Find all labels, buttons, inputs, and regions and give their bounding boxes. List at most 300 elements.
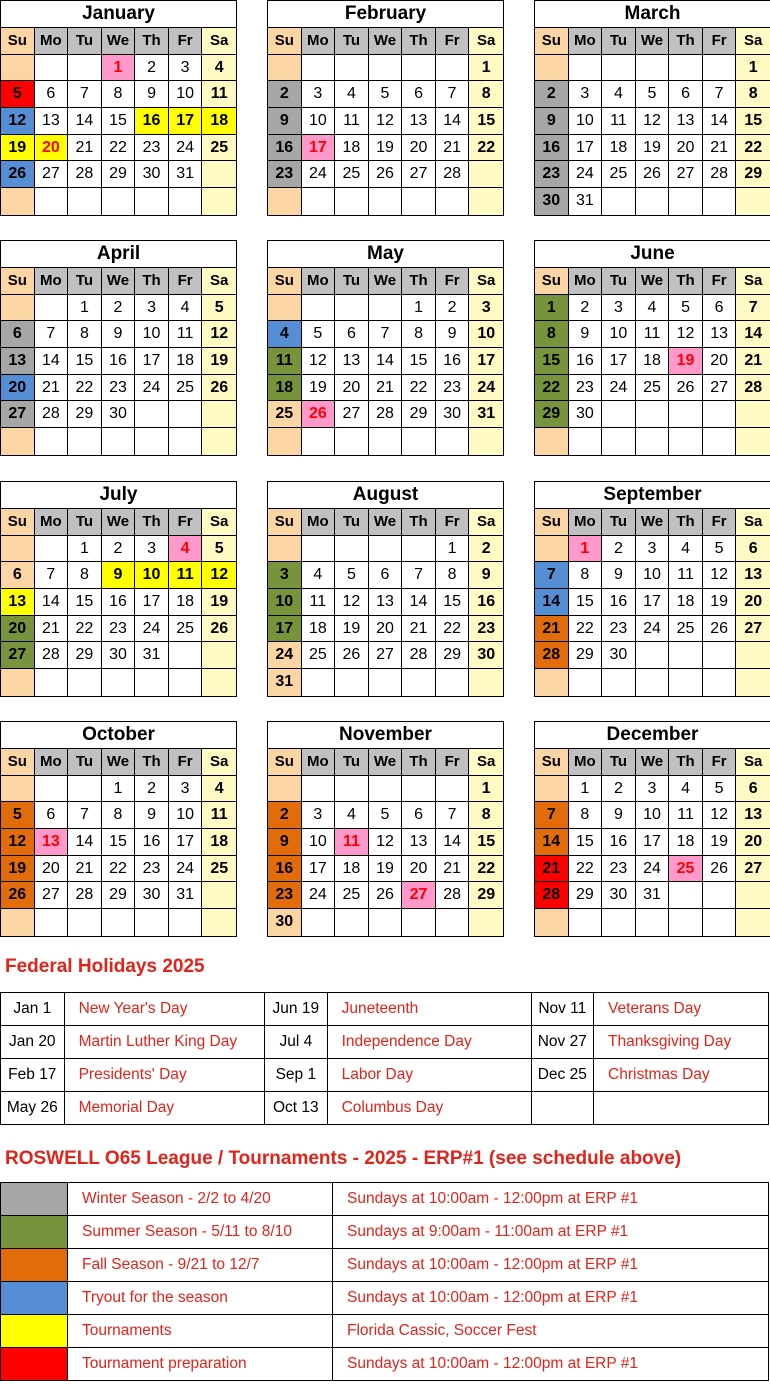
day-cell — [68, 669, 102, 696]
day-cell: 28 — [402, 642, 436, 669]
day-cell: 8 — [569, 562, 603, 589]
day-cell — [402, 188, 436, 215]
day-cell: 31 — [268, 669, 302, 696]
day-cell: 20 — [703, 348, 737, 375]
day-cell — [268, 428, 302, 455]
day-cell: 4 — [169, 295, 203, 322]
day-cell — [436, 55, 470, 82]
league-label: Winter Season - 2/2 to 4/20 — [68, 1183, 333, 1216]
day-cell: 13 — [736, 562, 770, 589]
weekday-header: Th — [402, 268, 436, 295]
league-label: Tournament preparation — [68, 1348, 333, 1381]
league-label: Fall Season - 9/21 to 12/7 — [68, 1249, 333, 1282]
day-cell: 3 — [302, 81, 336, 108]
day-cell: 1 — [535, 295, 569, 322]
day-cell — [636, 909, 670, 936]
league-detail: Sundays at 10:00am - 12:00pm at ERP #1 — [333, 1249, 769, 1282]
day-cell: 1 — [68, 295, 102, 322]
day-cell: 9 — [436, 321, 470, 348]
day-cell: 10 — [135, 321, 169, 348]
day-cell — [369, 428, 403, 455]
day-cell: 14 — [402, 589, 436, 616]
day-cell: 27 — [35, 882, 69, 909]
day-cell: 14 — [35, 348, 69, 375]
day-cell: 13 — [1, 589, 35, 616]
day-cell: 1 — [569, 776, 603, 803]
day-cell: 8 — [469, 802, 503, 829]
day-cell: 22 — [469, 135, 503, 162]
day-cell: 15 — [68, 589, 102, 616]
day-cell: 21 — [402, 616, 436, 643]
day-cell: 7 — [535, 562, 569, 589]
day-cell: 17 — [469, 348, 503, 375]
day-cell: 19 — [302, 375, 336, 402]
day-cell — [535, 776, 569, 803]
weekday-header: Su — [268, 509, 302, 536]
weekday-header: Sa — [469, 509, 503, 536]
day-cell: 29 — [569, 642, 603, 669]
day-cell: 10 — [636, 562, 670, 589]
day-cell — [135, 401, 169, 428]
day-cell — [369, 776, 403, 803]
day-cell: 30 — [602, 642, 636, 669]
day-cell: 1 — [68, 536, 102, 563]
day-cell: 3 — [135, 536, 169, 563]
day-cell: 14 — [68, 108, 102, 135]
day-cell: 4 — [202, 776, 236, 803]
weekday-header: We — [636, 749, 670, 776]
day-cell — [202, 669, 236, 696]
month-title: June — [535, 241, 770, 268]
month-title: September — [535, 482, 770, 509]
day-cell: 25 — [669, 616, 703, 643]
day-cell: 15 — [102, 829, 136, 856]
day-cell — [535, 669, 569, 696]
day-cell — [602, 428, 636, 455]
weekday-header: Su — [1, 509, 35, 536]
day-cell — [135, 428, 169, 455]
day-cell: 26 — [302, 401, 336, 428]
day-cell: 5 — [369, 81, 403, 108]
weekday-header: We — [369, 509, 403, 536]
day-cell: 13 — [35, 108, 69, 135]
day-cell: 26 — [369, 161, 403, 188]
day-cell: 28 — [35, 642, 69, 669]
day-cell: 28 — [35, 401, 69, 428]
day-cell — [302, 428, 336, 455]
month-title: November — [268, 722, 503, 749]
day-cell: 21 — [436, 135, 470, 162]
day-cell: 9 — [102, 321, 136, 348]
day-cell: 6 — [736, 536, 770, 563]
day-cell: 22 — [535, 375, 569, 402]
league-label: Tournaments — [68, 1315, 333, 1348]
day-cell: 18 — [335, 135, 369, 162]
day-cell: 15 — [569, 829, 603, 856]
day-cell: 7 — [68, 802, 102, 829]
day-cell: 30 — [436, 401, 470, 428]
weekday-header: Fr — [436, 268, 470, 295]
weekday-header: Fr — [169, 268, 203, 295]
day-cell: 18 — [169, 589, 203, 616]
day-cell: 20 — [402, 856, 436, 883]
day-cell: 20 — [402, 135, 436, 162]
day-cell: 8 — [68, 562, 102, 589]
day-cell: 4 — [302, 562, 336, 589]
day-cell — [402, 669, 436, 696]
day-cell: 27 — [669, 161, 703, 188]
day-cell — [569, 428, 603, 455]
weekday-header: Tu — [335, 268, 369, 295]
day-cell: 10 — [302, 108, 336, 135]
day-cell: 27 — [703, 375, 737, 402]
day-cell — [669, 909, 703, 936]
day-cell: 21 — [703, 135, 737, 162]
weekday-header: Fr — [436, 28, 470, 55]
day-cell: 22 — [102, 856, 136, 883]
day-cell — [135, 188, 169, 215]
day-cell: 4 — [202, 55, 236, 82]
day-cell — [302, 909, 336, 936]
day-cell: 21 — [535, 616, 569, 643]
day-cell: 10 — [636, 802, 670, 829]
weekday-header: Fr — [703, 28, 737, 55]
day-cell: 17 — [135, 589, 169, 616]
holiday-date: Jun 19 — [265, 993, 328, 1026]
day-cell: 27 — [35, 161, 69, 188]
day-cell: 11 — [669, 562, 703, 589]
weekday-header: Su — [268, 268, 302, 295]
day-cell: 4 — [636, 295, 670, 322]
day-cell — [68, 428, 102, 455]
weekday-header: Th — [135, 28, 169, 55]
day-cell: 7 — [436, 802, 470, 829]
day-cell — [636, 428, 670, 455]
league-label: Summer Season - 5/11 to 8/10 — [68, 1216, 333, 1249]
day-cell — [369, 55, 403, 82]
holiday-name: New Year's Day — [64, 993, 265, 1026]
weekday-header: Th — [669, 268, 703, 295]
day-cell: 13 — [1, 348, 35, 375]
day-cell: 9 — [268, 108, 302, 135]
day-cell: 31 — [569, 188, 603, 215]
weekday-header: Mo — [35, 749, 69, 776]
day-cell: 10 — [268, 589, 302, 616]
day-cell — [135, 909, 169, 936]
weekday-header: Tu — [602, 268, 636, 295]
day-cell — [335, 776, 369, 803]
day-cell: 29 — [68, 401, 102, 428]
weekday-header: Tu — [602, 509, 636, 536]
day-cell: 23 — [436, 375, 470, 402]
month-september — [534, 481, 770, 697]
day-cell: 2 — [268, 81, 302, 108]
day-cell — [35, 536, 69, 563]
holiday-name: Independence Day — [327, 1026, 531, 1059]
day-cell: 17 — [135, 348, 169, 375]
league-detail: Sundays at 10:00am - 12:00pm at ERP #1 — [333, 1348, 769, 1381]
day-cell: 28 — [68, 882, 102, 909]
day-cell — [669, 55, 703, 82]
day-cell: 9 — [102, 562, 136, 589]
day-cell: 27 — [369, 642, 403, 669]
day-cell — [669, 401, 703, 428]
day-cell — [703, 55, 737, 82]
weekday-header: Th — [669, 509, 703, 536]
day-cell: 28 — [535, 642, 569, 669]
day-cell: 2 — [102, 295, 136, 322]
league-detail: Sundays at 10:00am - 12:00pm at ERP #1 — [333, 1183, 769, 1216]
day-cell: 30 — [602, 882, 636, 909]
day-cell: 26 — [703, 616, 737, 643]
day-cell: 13 — [369, 589, 403, 616]
day-cell: 4 — [169, 536, 203, 563]
day-cell — [636, 642, 670, 669]
day-cell — [268, 295, 302, 322]
day-cell — [68, 55, 102, 82]
day-cell — [736, 428, 770, 455]
day-cell — [1, 188, 35, 215]
day-cell: 27 — [736, 616, 770, 643]
day-cell: 20 — [35, 856, 69, 883]
day-cell — [569, 669, 603, 696]
day-cell: 23 — [135, 856, 169, 883]
day-cell: 3 — [469, 295, 503, 322]
day-cell: 25 — [302, 642, 336, 669]
day-cell: 5 — [636, 81, 670, 108]
day-cell: 10 — [469, 321, 503, 348]
day-cell: 7 — [736, 295, 770, 322]
day-cell: 25 — [636, 375, 670, 402]
day-cell: 29 — [102, 882, 136, 909]
day-cell: 10 — [169, 802, 203, 829]
weekday-header: Fr — [436, 749, 470, 776]
weekday-header: We — [369, 268, 403, 295]
month-may — [267, 240, 504, 456]
day-cell: 2 — [602, 536, 636, 563]
weekday-header: Sa — [736, 28, 770, 55]
month-march — [534, 0, 770, 216]
day-cell — [35, 669, 69, 696]
day-cell: 9 — [535, 108, 569, 135]
weekday-header: Sa — [736, 509, 770, 536]
weekday-header: Th — [402, 749, 436, 776]
month-title: January — [1, 1, 236, 28]
month-title: August — [268, 482, 503, 509]
day-cell: 16 — [135, 108, 169, 135]
day-cell: 12 — [202, 562, 236, 589]
day-cell: 28 — [436, 161, 470, 188]
day-cell — [202, 188, 236, 215]
day-cell: 31 — [636, 882, 670, 909]
day-cell: 9 — [268, 829, 302, 856]
day-cell: 12 — [302, 348, 336, 375]
day-cell: 9 — [602, 562, 636, 589]
day-cell: 3 — [636, 536, 670, 563]
day-cell — [369, 669, 403, 696]
day-cell — [169, 642, 203, 669]
weekday-header: Fr — [169, 509, 203, 536]
holiday-name — [594, 1092, 769, 1125]
weekday-header: Mo — [35, 28, 69, 55]
day-cell — [469, 669, 503, 696]
day-cell: 13 — [402, 108, 436, 135]
day-cell: 26 — [1, 161, 35, 188]
day-cell: 27 — [402, 882, 436, 909]
day-cell: 23 — [268, 161, 302, 188]
day-cell: 20 — [35, 135, 69, 162]
day-cell — [169, 401, 203, 428]
day-cell — [436, 776, 470, 803]
day-cell: 19 — [1, 135, 35, 162]
day-cell — [268, 776, 302, 803]
day-cell — [302, 55, 336, 82]
day-cell: 6 — [402, 802, 436, 829]
weekday-header: Mo — [302, 28, 336, 55]
league-label: Tryout for the season — [68, 1282, 333, 1315]
day-cell: 18 — [268, 375, 302, 402]
day-cell: 14 — [703, 108, 737, 135]
day-cell: 31 — [135, 642, 169, 669]
day-cell: 7 — [436, 81, 470, 108]
day-cell: 6 — [669, 81, 703, 108]
day-cell — [602, 669, 636, 696]
day-cell: 12 — [1, 829, 35, 856]
day-cell: 24 — [302, 161, 336, 188]
day-cell: 23 — [469, 616, 503, 643]
day-cell — [535, 909, 569, 936]
day-cell: 2 — [535, 81, 569, 108]
month-title: October — [1, 722, 236, 749]
month-april — [0, 240, 237, 456]
day-cell: 18 — [602, 135, 636, 162]
day-cell — [703, 642, 737, 669]
day-cell: 19 — [202, 348, 236, 375]
day-cell: 3 — [302, 802, 336, 829]
day-cell: 22 — [68, 616, 102, 643]
month-title: February — [268, 1, 503, 28]
weekday-header: We — [102, 749, 136, 776]
day-cell: 5 — [669, 295, 703, 322]
day-cell: 15 — [736, 108, 770, 135]
weekday-header: We — [369, 749, 403, 776]
day-cell: 25 — [202, 135, 236, 162]
day-cell: 8 — [736, 81, 770, 108]
day-cell: 17 — [636, 589, 670, 616]
weekday-header: Th — [135, 749, 169, 776]
day-cell: 30 — [569, 401, 603, 428]
holidays-table — [0, 992, 769, 1125]
weekday-header: Sa — [202, 749, 236, 776]
day-cell: 25 — [202, 856, 236, 883]
day-cell: 26 — [202, 375, 236, 402]
day-cell: 14 — [68, 829, 102, 856]
day-cell — [202, 642, 236, 669]
day-cell: 9 — [469, 562, 503, 589]
day-cell — [703, 669, 737, 696]
weekday-header: Fr — [703, 749, 737, 776]
holiday-name: Juneteenth — [327, 993, 531, 1026]
weekday-header: Mo — [35, 509, 69, 536]
day-cell — [302, 536, 336, 563]
day-cell: 25 — [602, 161, 636, 188]
day-cell — [436, 909, 470, 936]
day-cell — [202, 401, 236, 428]
weekday-header: We — [636, 509, 670, 536]
day-cell: 4 — [335, 802, 369, 829]
weekday-header: Su — [268, 28, 302, 55]
day-cell — [35, 776, 69, 803]
day-cell: 23 — [535, 161, 569, 188]
weekday-header: Sa — [469, 749, 503, 776]
day-cell — [35, 428, 69, 455]
day-cell — [436, 188, 470, 215]
day-cell — [169, 188, 203, 215]
day-cell — [736, 401, 770, 428]
day-cell: 8 — [436, 562, 470, 589]
month-february — [267, 0, 504, 216]
day-cell: 9 — [135, 802, 169, 829]
weekday-header: Tu — [335, 28, 369, 55]
day-cell: 9 — [569, 321, 603, 348]
day-cell: 14 — [436, 829, 470, 856]
holiday-name: Labor Day — [327, 1059, 531, 1092]
day-cell — [169, 428, 203, 455]
day-cell: 27 — [402, 161, 436, 188]
day-cell: 16 — [102, 589, 136, 616]
day-cell: 26 — [636, 161, 670, 188]
day-cell: 19 — [202, 589, 236, 616]
day-cell — [135, 669, 169, 696]
weekday-header: Su — [535, 509, 569, 536]
weekday-header: Su — [268, 749, 302, 776]
day-cell: 17 — [602, 348, 636, 375]
day-cell: 28 — [369, 401, 403, 428]
day-cell — [335, 428, 369, 455]
holiday-name: Thanksgiving Day — [594, 1026, 769, 1059]
day-cell: 17 — [302, 856, 336, 883]
day-cell: 2 — [436, 295, 470, 322]
day-cell: 12 — [669, 321, 703, 348]
day-cell: 25 — [169, 616, 203, 643]
month-title: March — [535, 1, 770, 28]
day-cell: 8 — [102, 81, 136, 108]
day-cell — [102, 909, 136, 936]
day-cell — [469, 909, 503, 936]
month-october — [0, 721, 237, 937]
day-cell — [35, 909, 69, 936]
day-cell — [736, 188, 770, 215]
day-cell: 19 — [636, 135, 670, 162]
day-cell — [268, 55, 302, 82]
holiday-date: Nov 27 — [531, 1026, 594, 1059]
day-cell: 11 — [602, 108, 636, 135]
day-cell: 27 — [1, 642, 35, 669]
day-cell: 18 — [636, 348, 670, 375]
weekday-header: Mo — [302, 268, 336, 295]
day-cell: 13 — [402, 829, 436, 856]
day-cell: 29 — [535, 401, 569, 428]
day-cell: 20 — [736, 589, 770, 616]
weekday-header: Tu — [602, 749, 636, 776]
day-cell: 2 — [569, 295, 603, 322]
day-cell: 17 — [268, 616, 302, 643]
day-cell: 5 — [202, 536, 236, 563]
day-cell: 17 — [169, 829, 203, 856]
day-cell: 7 — [35, 562, 69, 589]
day-cell: 19 — [369, 856, 403, 883]
day-cell: 11 — [268, 348, 302, 375]
